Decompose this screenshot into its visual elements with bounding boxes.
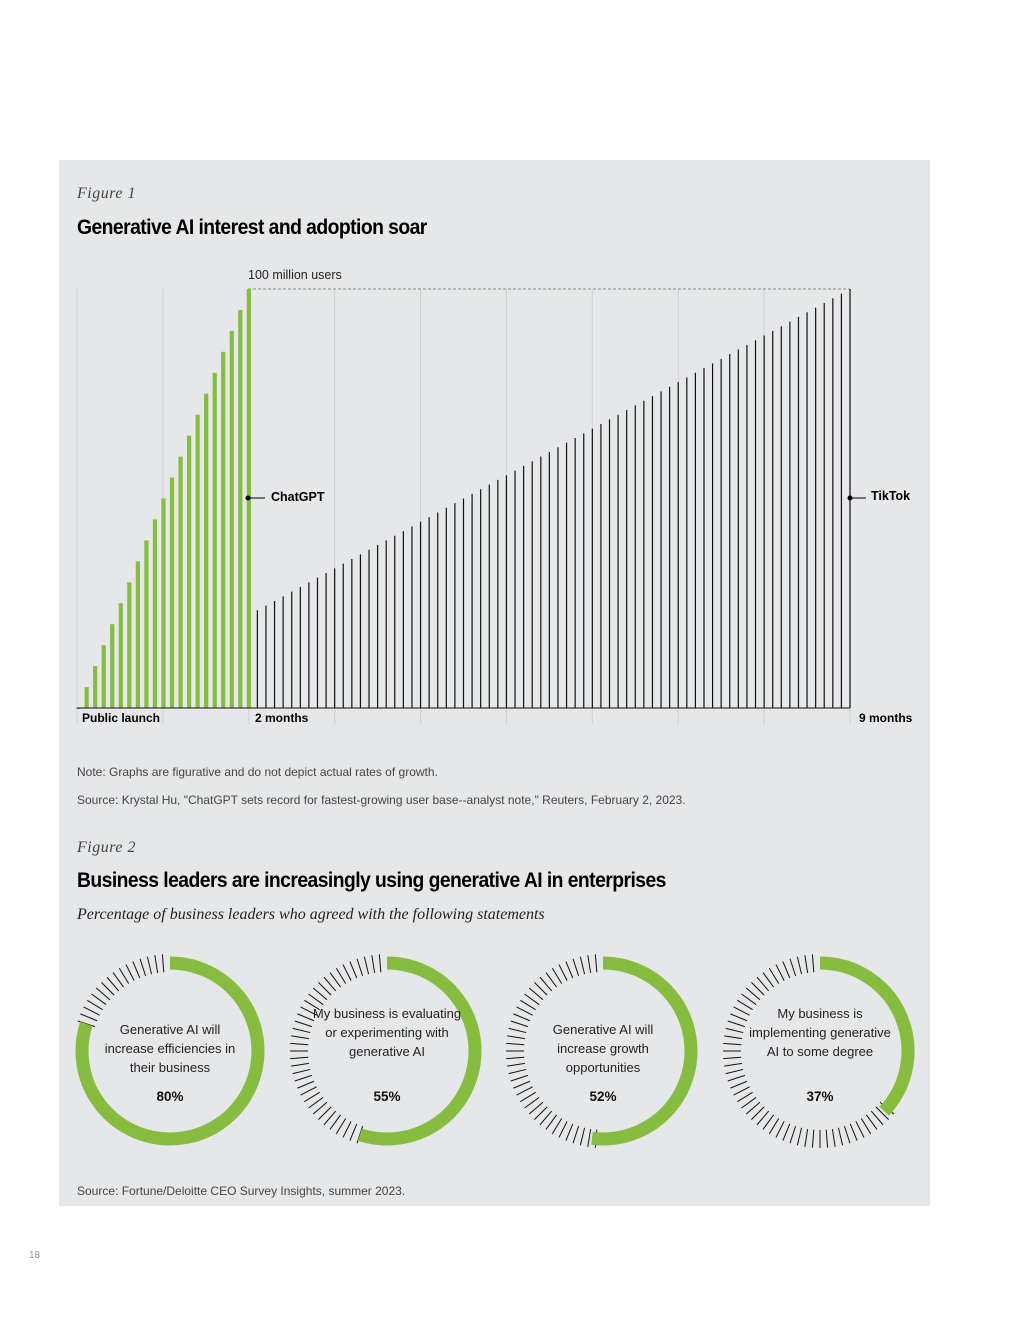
chatgpt-bar	[136, 561, 140, 708]
donut-remainder-tick	[313, 988, 327, 1000]
tick-label-2-months: 2 months	[255, 711, 309, 725]
donut-remainder-tick	[776, 1121, 784, 1137]
donut-remainder-tick	[812, 954, 813, 972]
donut-remainder-tick	[343, 1121, 351, 1137]
donut-remainder-tick	[540, 977, 552, 991]
donut-remainder-tick	[797, 957, 801, 975]
donut-remainder-tick	[525, 1097, 540, 1108]
donut-remainder-tick	[742, 994, 757, 1005]
donut-remainder-tick	[357, 959, 363, 976]
donut-remainder-tick	[520, 1092, 535, 1101]
donut-remainder-tick	[96, 988, 110, 1000]
chatgpt-bar	[221, 352, 225, 708]
donut-remainder-tick	[147, 957, 151, 975]
donut-remainder-tick	[517, 1087, 533, 1095]
donut-remainder-tick	[552, 1118, 561, 1133]
figure2-label: Figure 2	[77, 839, 136, 856]
donut-remainder-tick	[757, 977, 769, 991]
donut-remainder-tick	[783, 961, 790, 978]
chatgpt-bar	[102, 645, 106, 708]
donut-remainder-tick	[573, 959, 579, 976]
donut-remainder-tick	[525, 994, 540, 1005]
donut-remainder-tick	[140, 959, 146, 976]
figure1-source: Source: Krystal Hu, "ChatGPT sets record for fastest-growing user base--analyst note," Reuters, February 2, 2023.	[77, 793, 686, 807]
donut-remainder-tick	[295, 1075, 312, 1081]
donut-remainder-tick	[290, 1057, 308, 1058]
donut-remainder-tick	[559, 965, 567, 981]
donut-value-1: 80%	[156, 1089, 184, 1104]
series-label-tiktok: TikTok	[871, 489, 911, 503]
donut-remainder-tick	[730, 1081, 747, 1088]
donut-remainder-tick	[509, 1028, 527, 1032]
donut-remainder-tick	[844, 1126, 850, 1143]
chatgpt-bar	[110, 624, 114, 708]
donut-remainder-tick	[350, 1124, 357, 1141]
donut-remainder-tick	[379, 954, 380, 972]
donut-remainder-tick	[520, 1000, 535, 1009]
donut-remainder-tick	[866, 1115, 877, 1130]
donut-remainder-tick	[509, 1069, 527, 1073]
donut-remainder-tick	[293, 1069, 311, 1073]
donut-remainder-tick	[155, 955, 158, 973]
donut-remainder-tick	[797, 1128, 801, 1146]
donut-remainder-tick	[805, 1129, 808, 1147]
donut-remainder-tick	[595, 954, 596, 972]
donut-remainder-tick	[540, 1111, 552, 1125]
chatgpt-bar	[204, 394, 208, 708]
donut-remainder-tick	[534, 1107, 547, 1120]
donut-remainder-tick	[297, 1081, 314, 1088]
donut-remainder-tick	[133, 961, 140, 978]
donut-remainder-tick	[805, 955, 808, 973]
donut-remainder-tick	[588, 955, 591, 973]
donut-remainder-tick	[119, 968, 128, 983]
donut-remainder-tick	[324, 977, 336, 991]
donut-remainder-tick	[324, 1111, 336, 1125]
donut-remainder-tick	[769, 968, 778, 983]
donut-remainder-tick	[364, 957, 368, 975]
donut-remainder-tick	[861, 1118, 870, 1133]
page-number: 18	[29, 1250, 41, 1261]
donut-remainder-tick	[534, 982, 547, 995]
donut-remainder-tick	[506, 1043, 524, 1044]
donut-remainder-tick	[559, 1121, 567, 1137]
donut-remainder-tick	[838, 1128, 842, 1146]
chatgpt-bar	[127, 582, 131, 708]
donut-remainder-tick	[776, 965, 784, 981]
donut-remainder-tick	[751, 982, 764, 995]
chatgpt-bar	[119, 603, 123, 708]
donut-remainder-tick	[162, 954, 163, 972]
donut-remainder-tick	[372, 955, 375, 973]
donut-remainder-tick	[726, 1069, 744, 1073]
donut-remainder-tick	[318, 982, 331, 995]
donut-remainder-tick	[728, 1021, 745, 1027]
donut-remainder-tick	[304, 1092, 319, 1101]
donut-remainder-tick	[107, 977, 119, 991]
donut-remainder-tick	[783, 1124, 790, 1141]
figure1-label: Figure 1	[77, 185, 136, 202]
donut-remainder-tick	[573, 1126, 579, 1143]
donut-remainder-tick	[330, 973, 341, 988]
donut-remainder-tick	[737, 1092, 752, 1101]
donut-remainder-tick	[517, 1007, 533, 1015]
tick-label-launch: Public launch	[82, 711, 161, 725]
donut-remainder-tick	[751, 1107, 764, 1120]
figure1-title: Generative AI interest and adoption soar	[77, 216, 427, 239]
donut-remainder-tick	[746, 1102, 760, 1114]
donut-remainder-tick	[742, 1097, 757, 1108]
donut-remainder-tick	[566, 1124, 573, 1141]
donut-remainder-tick	[728, 1075, 745, 1081]
donut-remainder-tick	[290, 1043, 308, 1044]
chatgpt-bar	[238, 310, 242, 708]
donut-remainder-tick	[336, 1118, 345, 1133]
donut-remainder-tick	[726, 1028, 744, 1032]
donut-remainder-tick	[507, 1063, 525, 1066]
chatgpt-bar	[213, 373, 217, 708]
figure2-title: Business leaders are increasingly using generative AI in enterprises	[77, 869, 666, 892]
donut-remainder-tick	[343, 965, 351, 981]
donut-remainder-tick	[832, 1129, 835, 1147]
figure2-source: Source: Fortune/Deloitte CEO Survey Insights, summer 2023.	[77, 1184, 406, 1198]
donut-remainder-tick	[101, 982, 114, 995]
donut-remainder-tick	[87, 1000, 102, 1009]
donut-remainder-tick	[291, 1063, 309, 1066]
donut-remainder-tick	[295, 1021, 312, 1027]
donut-remainder-tick	[763, 1115, 774, 1130]
chatgpt-bar	[144, 540, 148, 708]
donut-remainder-tick	[734, 1087, 750, 1095]
donut-remainder-tick	[746, 988, 760, 1000]
donut-remainder-tick	[511, 1021, 528, 1027]
chatgpt-bar	[187, 436, 191, 708]
chatgpt-bar	[178, 457, 182, 708]
donut-remainder-tick	[350, 961, 357, 978]
figure1-note: Note: Graphs are figurative and do not depict actual rates of growth.	[77, 765, 438, 779]
donut-remainder-tick	[724, 1036, 742, 1039]
donut-remainder-tick	[293, 1028, 311, 1032]
donut-remainder-tick	[529, 1102, 543, 1114]
chatgpt-bar	[230, 331, 234, 708]
donut-remainder-tick	[291, 1036, 309, 1039]
tick-label-9-months: 9 months	[859, 711, 913, 725]
donut-remainder-tick	[723, 1057, 741, 1058]
donut-value-3: 52%	[589, 1089, 617, 1104]
donut-value-4: 37%	[806, 1089, 834, 1104]
donut-remainder-tick	[723, 1043, 741, 1044]
donut-remainder-tick	[769, 1118, 778, 1133]
donut-remainder-tick	[506, 1057, 524, 1058]
donut-remainder-tick	[513, 1081, 530, 1088]
donut-remainder-tick	[309, 994, 324, 1005]
donut-remainder-tick	[580, 957, 584, 975]
annotation-100m: 100 million users	[248, 268, 342, 282]
donut-remainder-tick	[724, 1063, 742, 1066]
donut-remainder-tick	[812, 1130, 813, 1148]
donut-label-4: My business is implementing generative AI to some degree	[749, 1006, 891, 1059]
series-label-chatgpt: ChatGPT	[271, 490, 325, 504]
chatgpt-bar	[196, 415, 200, 708]
donut-remainder-tick	[301, 1087, 317, 1095]
donut-remainder-tick	[850, 1124, 857, 1141]
donut-remainder-tick	[566, 961, 573, 978]
chatgpt-bar	[85, 687, 89, 708]
donut-remainder-tick	[763, 973, 774, 988]
donut-remainder-tick	[318, 1107, 331, 1120]
chatgpt-bar	[170, 478, 174, 708]
donut-remainder-tick	[790, 1126, 796, 1143]
chatgpt-bar	[93, 666, 97, 708]
figure2-subtitle: Percentage of business leaders who agreed with the following statements	[77, 906, 545, 923]
donut-remainder-tick	[330, 1115, 341, 1130]
donut-remainder-tick	[871, 1111, 883, 1125]
donut-remainder-tick	[336, 968, 345, 983]
donut-remainder-tick	[309, 1097, 324, 1108]
donut-remainder-tick	[588, 1129, 591, 1147]
donut-label-1: Generative AI will increase efficiencies in their business	[104, 1022, 236, 1075]
donut-remainder-tick	[552, 968, 561, 983]
donut-remainder-tick	[84, 1007, 100, 1015]
chatgpt-bar	[153, 519, 157, 708]
donut-remainder-tick	[92, 994, 107, 1005]
donut-remainder-tick	[757, 1111, 769, 1125]
donut-label-2: My business is evaluating or experimenting with generative AI	[312, 1006, 462, 1059]
donut-remainder-tick	[507, 1036, 525, 1039]
donut-remainder-tick	[313, 1102, 327, 1114]
donut-remainder-tick	[529, 988, 543, 1000]
donut-remainder-tick	[113, 973, 124, 988]
donut-label-3: Generative AI will increase growth opportunities	[552, 1022, 654, 1075]
donut-remainder-tick	[546, 1115, 557, 1130]
donut-remainder-tick	[511, 1075, 528, 1081]
donut-remainder-tick	[126, 965, 134, 981]
donut-remainder-tick	[856, 1121, 864, 1137]
donut-value-2: 55%	[373, 1089, 401, 1104]
donut-remainder-tick	[546, 973, 557, 988]
donut-remainder-tick	[580, 1128, 584, 1146]
donut-remainder-tick	[790, 959, 796, 976]
chatgpt-bar	[161, 499, 165, 709]
donut-remainder-tick	[826, 1130, 827, 1148]
